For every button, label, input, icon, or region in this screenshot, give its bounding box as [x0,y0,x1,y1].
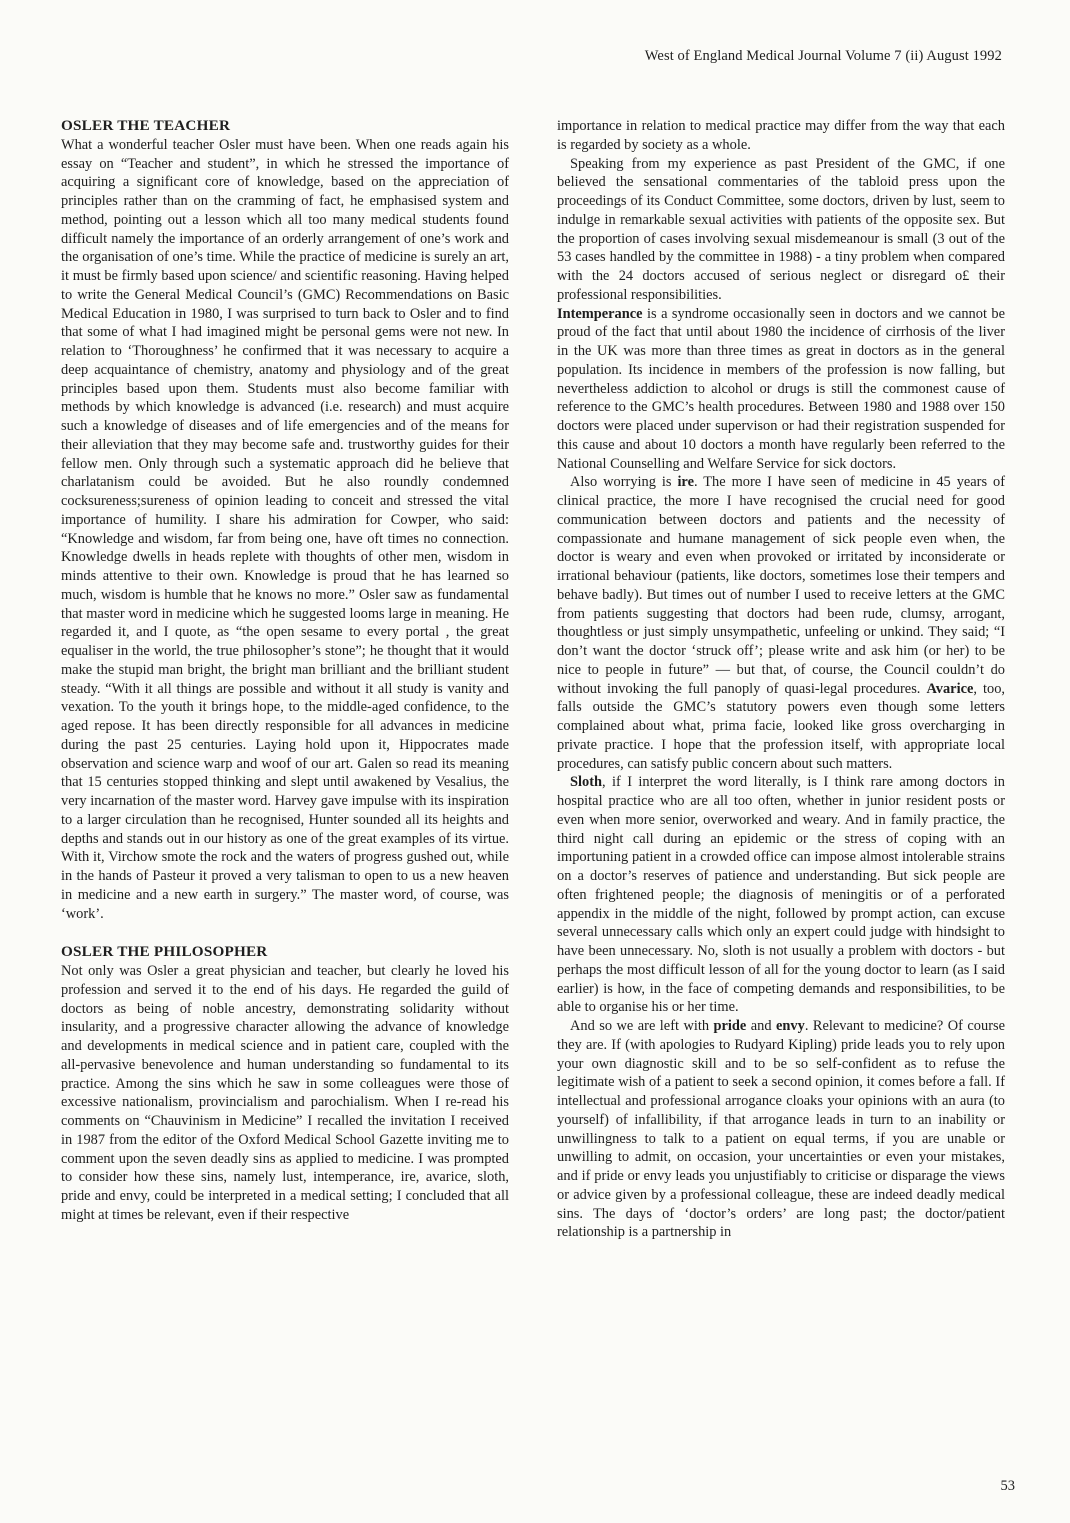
paragraph-sloth-text: , if I interpret the word literally, is I think rare among doctors in hospital practice who are all too often, whether in junior resident posts or even when more senior, overworked and weary. And in family practice, the third night call during an epidemic or the stress of coping with an importuning patient in a crowded office can impose almost intolerable strains on a doctor’s reserves of patience and understanding. But sick people are often frightened people; the diagnosis of meningitis or of a perforated appendix in the middle of the night, followed by prompt action, can excuse several unnecessary calls which only an expert could judge with hindsight to have been unnecessary. No, sloth is not usually a problem with doctors - but perhaps the most difficult lesson of all for the young doctor to learn (as I said earlier) is how, in the face of competing demands and responsibilities, to be able to organise his or her time. [557,774,1005,1016]
paragraph-philosopher: Not only was Osler a great physician and teacher, but clearly he loved his profession and served it to the end of his days. He regarded the guild of doctors as being of noble ancestry, demonstrating solidarity without insularity, and a progressive character allowing the advance of knowledge and developments in medical science and in patient care, coupled with the all-pervasive benevolence and human understanding so fundamental to its practice. Among the sins which he saw in some colleagues were those of excessive nationalism, provincialism and parochialism. When I re-read his comments on “Chauvinism in Medicine” I recalled the invitation I received in 1987 from the editor of the Oxford Medical School Gazette inviting me to comment upon the seven deadly sins as applied to medicine. I was prompted to consider how these sins, namely lust, intemperance, ire, avarice, sloth, pride and envy, could be interpreted in a medical setting; I concluded that all might at times be relevant, even if their respective [61,963,509,1223]
paragraph-teacher: What a wonderful teacher Osler must have been. When one reads again his essay on “Teacher and student”, in which he stressed the importance of acquiring a significant core of knowledge, based on the appreciation of principles rather than on the cramming of fact, he emphasised system and method, pointing out a lesson which all too many medical students found difficult namely the importance of an orderly arrangement of one’s work and the organisation of one’s time. While the practice of medicine is surely an art, it must be firmly based upon science/ and scientific reasoning. Having helped to write the General Medical Council’s (GMC) Recommendations on Basic Medical Education in 1980, I was surprised to turn back to Osler and to find that some of what I had imagined might be personal gems were not new. In relation to ‘Thoroughness’ he confirmed that it was necessary to acquire a deep acquaintance of chemistry, anatomy and physiology and of the great principles based upon them. Students must also become familiar with methods by which knowledge is advanced (i.e. research) and must acquire such a knowledge of diseases and of life emergencies and of the means for their alleviation that they may become safe and. trustworthy guides for their fellow men. Only through such a systematic approach did he believe that charlatanism could be avoided. But he also roundly condemned cocksureness;sureness of opinion leading to conceit and stressed the vital importance of humility. I share his admiration for Cowper, who said: “Knowledge and wisdom, far from being one, have oft times no connection. Knowledge dwells in heads replete with thoughts of other men, wisdom in minds attentive to their own. Knowledge is proud that he has learned so much, wisdom is humble that he knows no more.” Osler saw as fundamental that master word in medicine which he suggested looms large in meaning. He regarded it, and I quote, as “the open sesame to every portal , the great equaliser in the world, the true philosopher’s stone”; he thought that it would make the stupid man bright, the bright man brilliant and the brilliant student steady. “With it all things are possible and without it all study is vanity and vexation. To the youth it brings hope, to the middle-aged confidence, to the aged repose. It has been directly responsible for all advances in medicine during the past 25 centuries. Laying hold upon it, Hippocrates made observation and science warp and woof of our art. Galen so read its meaning that 15 centuries stopped thinking and slept until awakened by Vesalius, the very incarnation of the master word. Harvey gave impulse with its inspiration to a larger circulation than he recognised, Hunter sounded all its heights and depths and stands out in our history as one of the great examples of its virtue. With it, Virchow smote the rock and the waters of progress gushed out, while in the hands of Pasteur it proved a very talisman to open to us a new heaven in medicine and a new earth in surgery.” The master word, of course, was ‘work’. [61,136,509,922]
term-pride: pride [713,1018,747,1034]
term-ire: ire [677,474,694,491]
left-column [61,117,509,1225]
page-number: 53 [1000,1478,1015,1494]
section-heading-philosopher: OSLER THE PHILOSOPHER [61,943,268,961]
paragraph-pride-pre: And so we are left with [570,1018,714,1034]
term-intemperance: Intemperance [557,305,643,322]
paragraph-sloth [557,773,1005,1017]
paragraph-pride-envy [557,1017,1005,1242]
paragraph-ire-mid: . The more I have seen of medicine in 45 years of clinical practice, the more I have recognised the crucial need for good communication between doctors and patients and the necessity of compassionate and humane management of sick people even when, the doctor is weary and even when provoked or irritated by inconsiderate or irrational behaviour (patients, like doctors, sometimes lose their tempers and behave badly). But times out of number I used to receive letters at the GMC from patients suggesting that doctors had been rude, clumsy, arrogant, thoughtless or just simply unsympathetic, unfeeling or unkind. They said; “I don’t want the doctor ‘struck off’; please write and ask him (or her) to be nice to people in future” — but that, of course, the Council couldn’t do without invoking the full panoply of quasi-legal procedures. [557,474,1005,697]
right-column [557,117,1005,1242]
paragraph-continuation: importance in relation to medical practice may differ from the way that each is regarded by society as a whole. [557,118,1005,153]
section-heading-teacher: OSLER THE TEACHER [61,117,231,134]
journal-header: West of England Medical Journal Volume 7 (ii) August 1992 [644,48,1002,64]
paragraph-intemperance [557,305,1005,474]
paragraph-lust: Speaking from my experience as past President of the GMC, if one believed the sensational commentaries of the tabloid press upon the proceedings of its Conduct Committee, some doctors, driven by lust, seem to indulge in remarkable sexual activities with patients of the opposite sex. But the proportion of cases involving sexual misdemeanour is small (3 out of the 53 cases handled by the committee in 1988) - a tiny problem when compared with the 24 doctors accused of serious neglect or disregard o£ their professional responsibilities. [557,155,1005,303]
paragraph-ire-pre: Also worrying is [570,474,678,491]
paragraph-ire-avarice [557,473,1005,773]
term-sloth: Sloth [570,774,602,791]
term-envy: envy [776,1018,805,1034]
paragraph-envy-post: . Relevant to medicine? Of course they are. If (with apologies to Rudyard Kipling) pride leads you to rely upon your own diagnostic skill and to be so self-confident as to refuse the legitimate wish of a patient to seek a second opinion, it comes before a fall. If intellectual and professional arrogance cloaks your opinions with an aura (to yourself) of infallibility, if that arrogance leads in turn to an inability or unwillingness to talk to a patient on equal terms, if you are unable or unwilling to admit, on occasion, your uncertainties or even your mistakes, and if pride or envy leads you unjustifiably to criticise or disparage the views or advice given by a professional colleague, these are indeed deadly medical sins. The days of ‘doctor’s orders’ are long past; the doctor/patient relationship is a partnership in [557,1018,1005,1241]
term-avarice: Avarice [926,680,974,697]
paragraph-pride-mid: and [746,1018,777,1034]
paragraph-avarice-post: , too, falls outside the GMC’s statutory powers even though some letters complained about what, prima facie, looked like gross overcharging in private practice. I hope that the profession itself, with appropriate local procedures, can satisfy public concern about such matters. [557,680,1005,772]
paragraph-intemperance-text: is a syndrome occasionally seen in doctors and we cannot be proud of the fact that until about 1980 the incidence of cirrhosis of the liver in the UK was more than three times as great in doctors as in the general population. Its incidence in members of the profession is now falling, but nevertheless addiction to alcohol or drugs is still the commonest cause of reference to the GMC’s health procedures. Between 1980 and 1988 over 150 doctors were placed under supervison or had their registration suspended for this cause and about 10 doctors a month have regularly been referred to the National Counselling and Welfare Service for sick doctors. [557,305,1005,472]
